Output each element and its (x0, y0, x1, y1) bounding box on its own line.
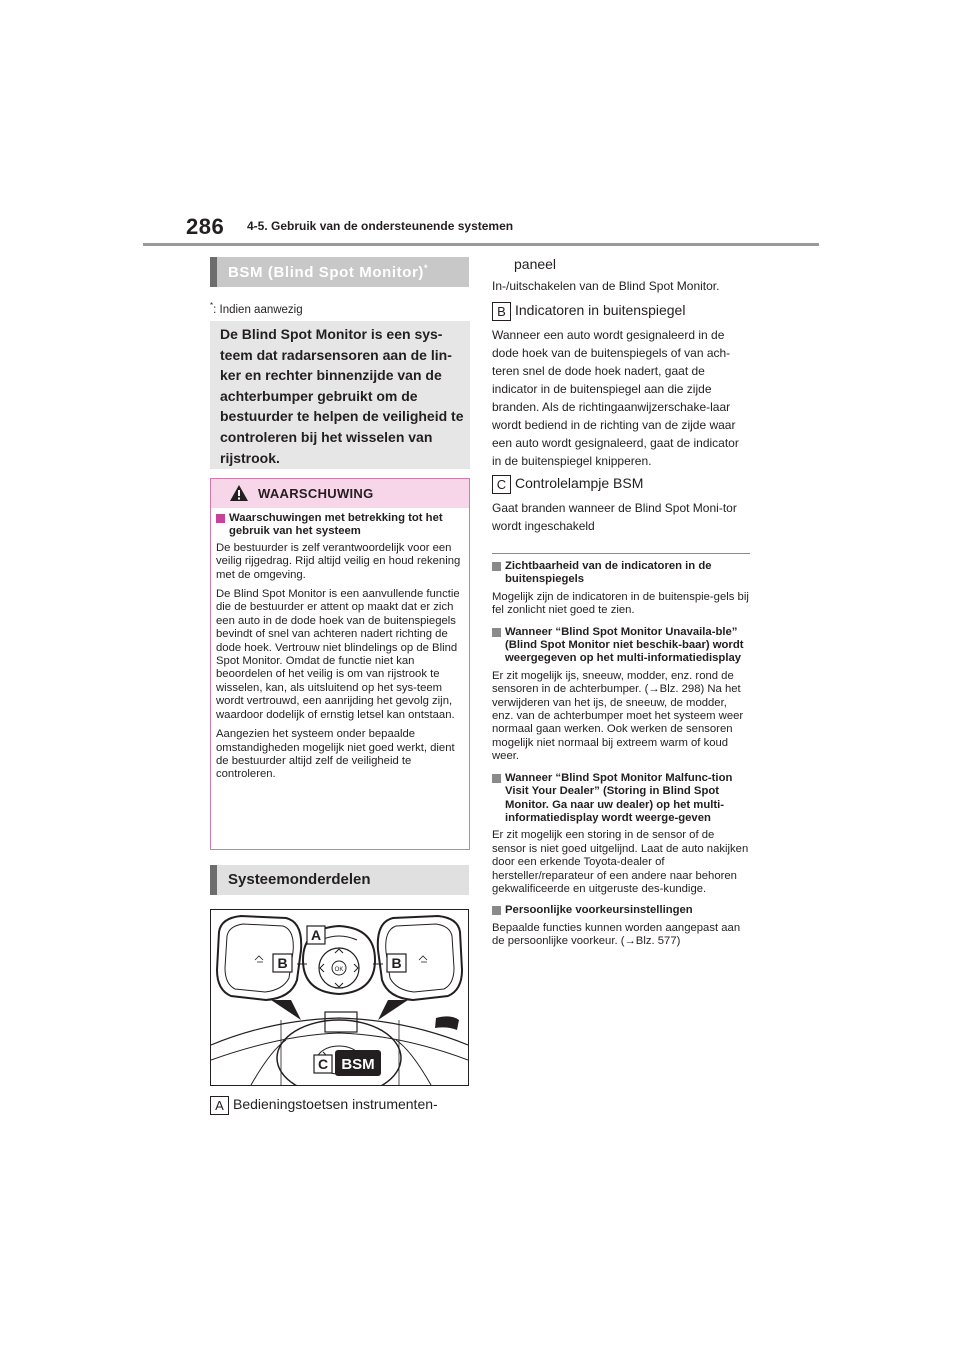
section-heading-components (210, 865, 469, 895)
warning-box (210, 478, 470, 850)
warning-paragraph: De bestuurder is zelf verantwoordelijk voor een veilig rijgedrag. Rijd altijd veilig en houd rekening met de omgeving. (216, 541, 461, 581)
callout-c: C (317, 1056, 329, 1072)
component-c-caption (492, 475, 643, 494)
component-a-title-cont: paneel (514, 256, 557, 272)
intro-box (210, 321, 470, 469)
intro-text: De Blind Spot Monitor is een sys-teem dat radarsensoren aan de lin-ker en rechter binnenzijde van de achterbumper gebruikt om de bestuurder te helpen de veiligheid te controleren bij het wisselen van rijstrook. (220, 326, 464, 466)
component-a-caption (210, 1096, 438, 1115)
chapter-title: 4-5. Gebruik van de ondersteunende systemen (247, 219, 514, 233)
section-heading-bsm (210, 257, 469, 287)
warning-icon (229, 484, 249, 502)
callout-a: A (310, 927, 322, 943)
heading-bar (210, 257, 217, 287)
note-text: Er zit mogelijk een storing in de sensor of de sensor is niet goed uitgelijnd. Laat de auto nakijken door een erkende Toyota-dealer of hersteller/reparateur of een andere naar behoren gekwalificeerde en uitgeruste des-kundige. (492, 829, 749, 895)
note-text: Er zit mogelijk ijs, sneeuw, modder, enz. rond de sensoren in de achterbumper. (→Blz. 298) Na het verwijderen van het ijs, de sneeuw, de modder, enz. van de achterbumper moet het systeem weer normaal gaan werken. Ook werken de sensoren mogelijk niet normaal bij extreem warm of koud weer. (492, 669, 744, 763)
bsm-indicator-label: BSM (341, 1056, 375, 1073)
note-title: Persoonlijke voorkeursinstellingen (492, 904, 750, 917)
note-title: Zichtbaarheid van de indicatoren in de buitenspiegels (492, 560, 750, 587)
callout-b-right: B (391, 955, 402, 971)
letter-box-c: C (492, 475, 511, 494)
divider (492, 553, 750, 554)
component-b-title: Indicatoren in buitenspiegel (515, 302, 686, 319)
component-b-desc: Wanneer een auto wordt gesignaleerd in de dode hoek van de buitenspiegels of van ach-teren snel de dode hoek nadert, gaat de indicator in de buitenspiegel aan die zijde branden. Als de richtingaanwijzerschake-laar wordt bediend in de richting van de zijde waar een auto wordt gesignaleerd, gaat de indicator in de buitenspiegel knipperen. (492, 328, 739, 468)
notes (492, 560, 750, 949)
warning-paragraph: De Blind Spot Monitor is een aanvullende functie die de bestuurder er attent op maakt dat er zich een auto in de dode hoek van de buitenspiegels bevindt of snel van achteren nadert richting de dode hoek. Vertrouw niet blindelings op de Blind Spot Monitor. Omdat de functie niet kan beoordelen of het veilig is om van rijstrook te wisselen, kan, als uitsluitend op het sys-teem wordt vertrouwd, een aanrijding het gevolg zijn, waardoor dodelijk of ernstig letsel kan ontstaan. (216, 588, 460, 721)
page-number: 286 (186, 214, 225, 239)
note-text: Bepaalde functies kunnen worden aangepast aan de persoonlijke voorkeur. (→Blz. 577) (492, 921, 741, 948)
letter-box-b: B (492, 302, 511, 321)
header-rule (143, 243, 819, 246)
component-c-title: Controlelampje BSM (515, 475, 644, 492)
note-text: Mogelijk zijn de indicatoren in de buitenspie-gels bij fel zonlicht niet goed te zien. (492, 590, 749, 617)
heading-bar (210, 865, 217, 895)
component-c-desc: Gaat branden wanneer de Blind Spot Moni-tor wordt ingeschakeld (492, 501, 737, 533)
component-a-desc: In-/uitschakelen van de Blind Spot Monitor. (492, 279, 720, 293)
note-title: Wanneer “Blind Spot Monitor Unavaila-ble” (Blind Spot Monitor niet beschik-baar) wordt weergegeven op het multi-informatiedisplay (492, 626, 750, 666)
warning-body (216, 512, 464, 782)
ok-label: OK (334, 967, 344, 973)
dashboard-drawing (211, 910, 468, 1085)
section-title: Systeemonderdelen (228, 871, 371, 888)
note-title: Wanneer “Blind Spot Monitor Malfunc-tion Visit Your Dealer” (Storing in Blind Spot Monitor. Ga naar uw dealer) op het multi-informatiedisplay wordt weerge-geven (492, 772, 750, 826)
section-title: BSM (Blind Spot Monitor) (228, 264, 425, 281)
warning-header (211, 479, 469, 508)
warning-item-title: Waarschuwingen met betrekking tot het gebruik van het systeem (216, 512, 464, 539)
warning-paragraph: Aangezien het systeem onder bepaalde omstandigheden mogelijk niet goed werkt, dient de bestuurder altijd zelf de veiligheid te controleren. (216, 728, 455, 781)
dashboard-illustration (210, 909, 469, 1086)
warning-title: WAARSCHUWING (258, 486, 374, 501)
footnote: *: Indien aanwezig (210, 301, 303, 316)
title-footnote-mark: * (424, 263, 429, 273)
letter-box-a: A (210, 1096, 229, 1115)
component-a-title: Bedieningstoetsen instrumenten- (233, 1096, 438, 1113)
callout-b-left: B (277, 955, 288, 971)
component-b-caption (492, 302, 685, 321)
